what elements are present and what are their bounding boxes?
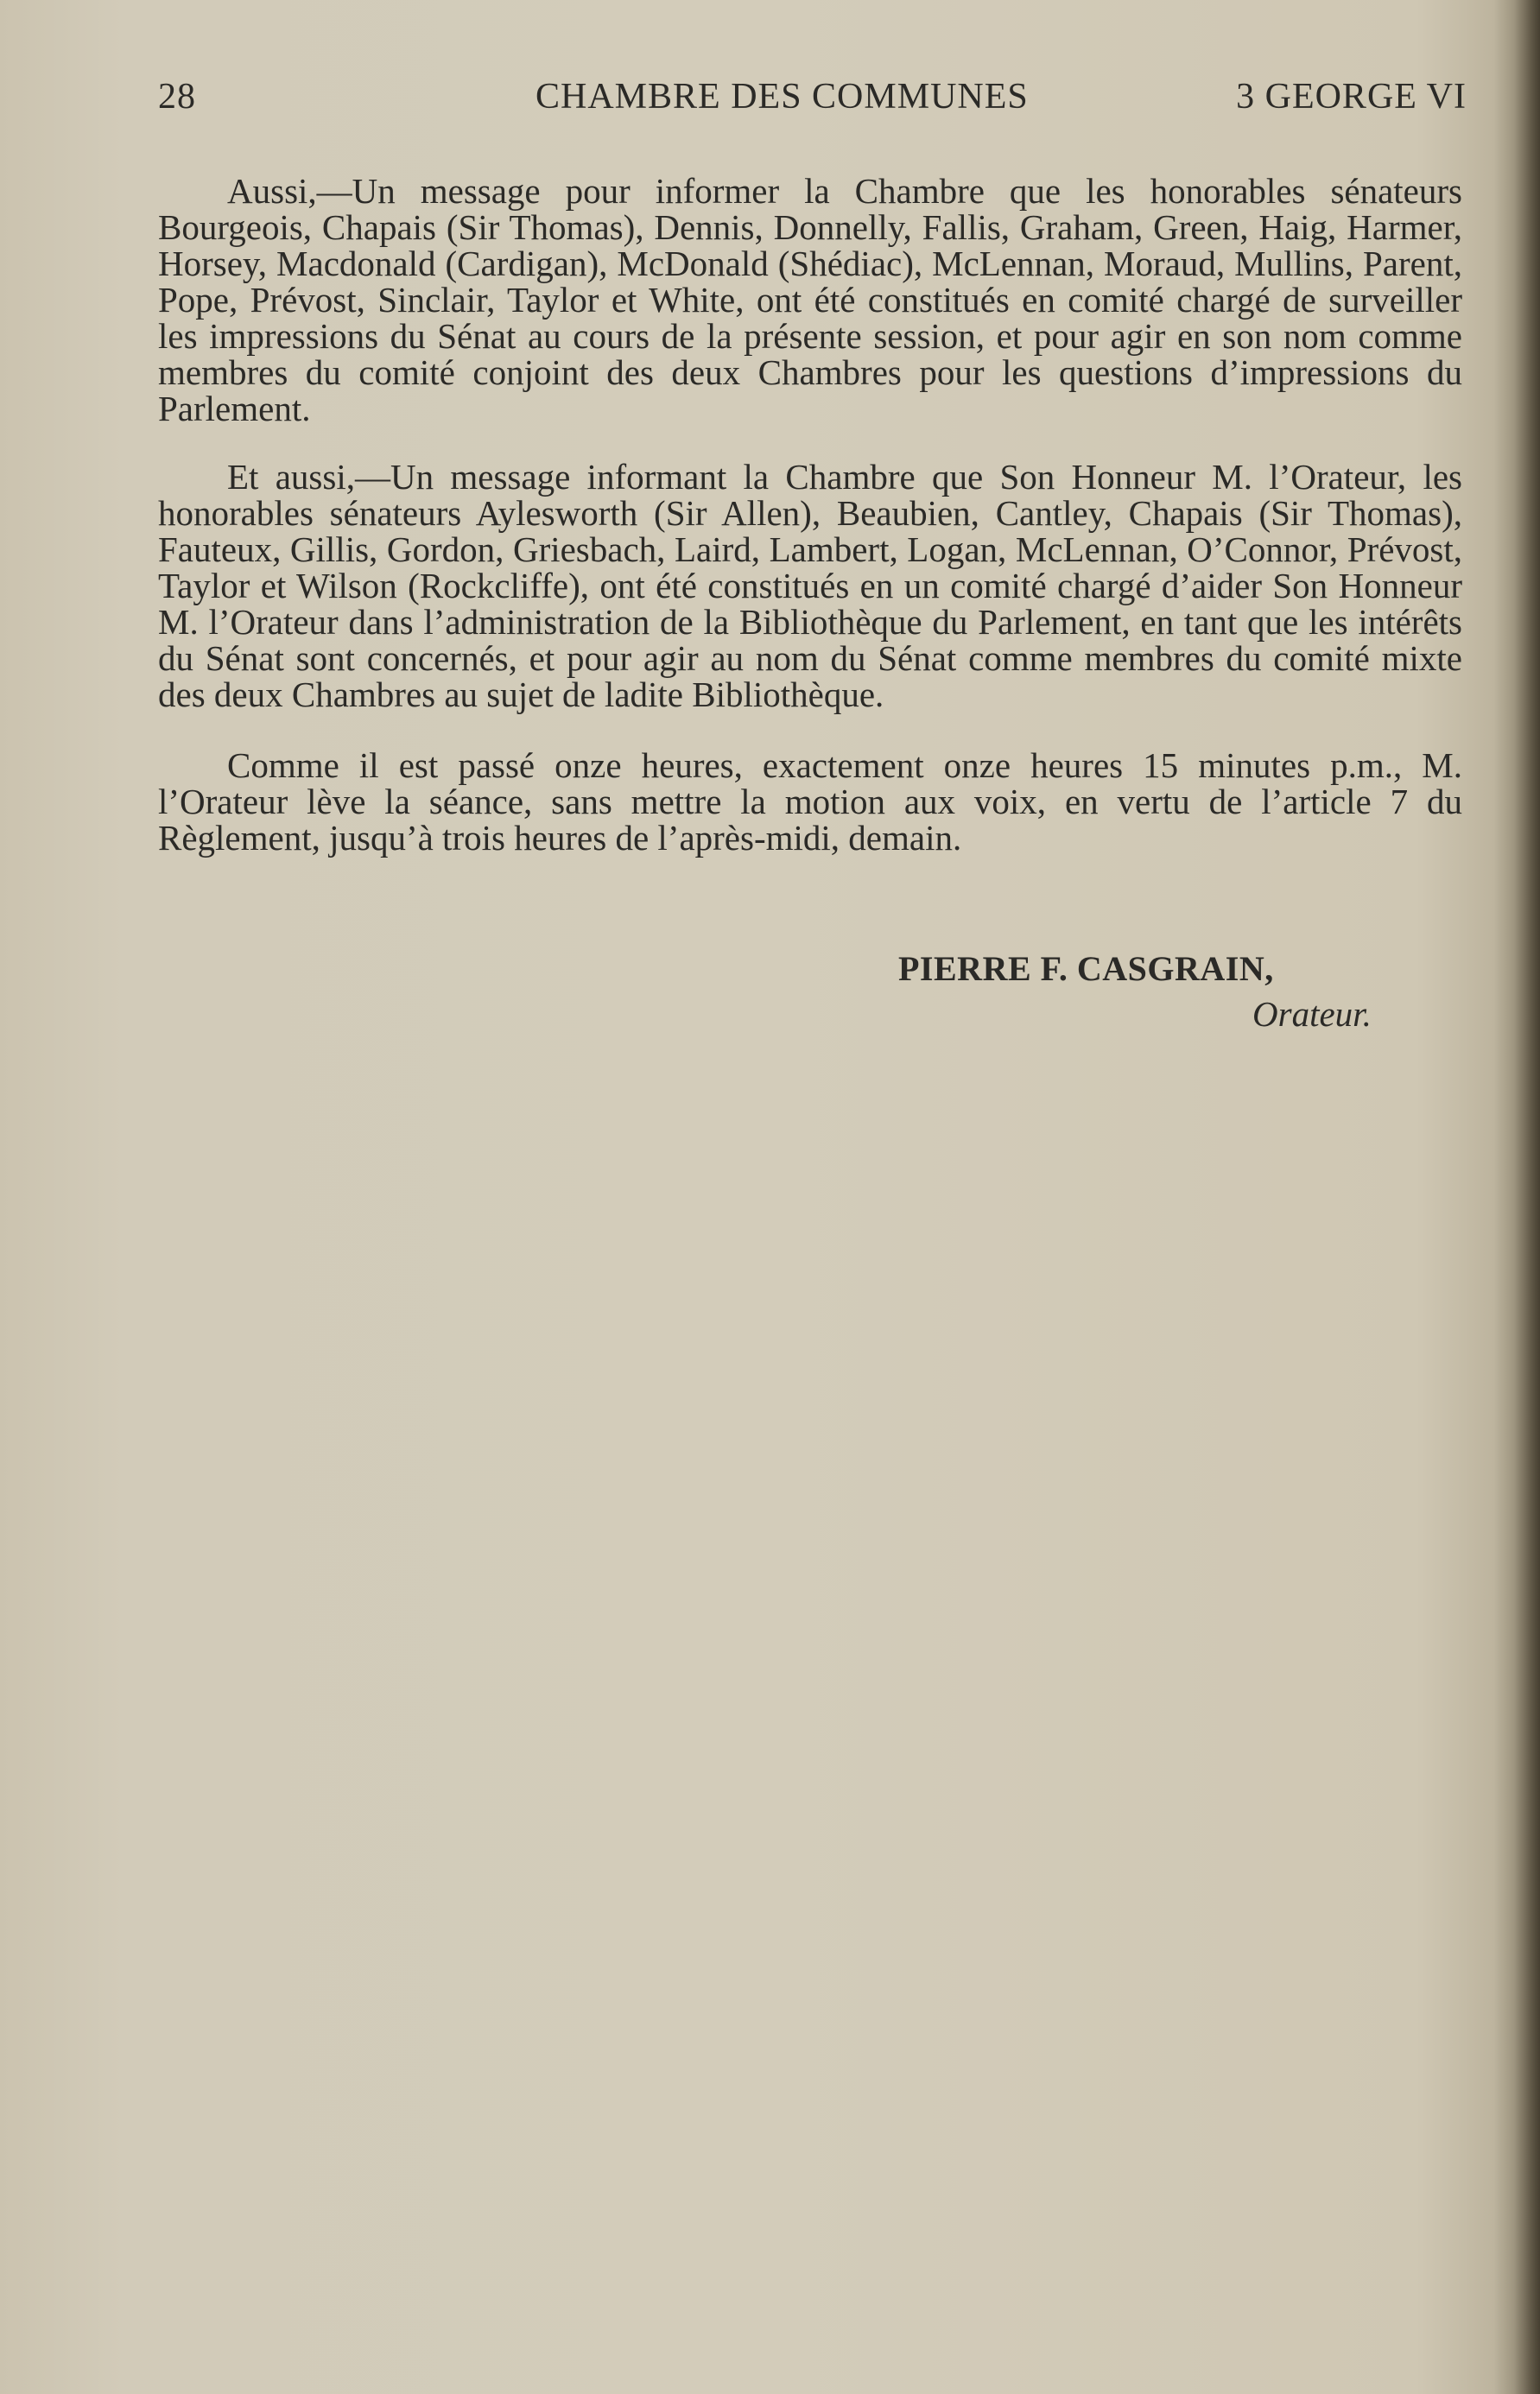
signature-name: PIERRE F. CASGRAIN, <box>898 949 1274 988</box>
paragraph-printing-committee: Aussi,—Un message pour informer la Chambre que les honorables sénateurs Bourgeois, Chapais (Sir Thomas), Dennis, Donnelly, Fallis, Graham, Green, Haig, Harmer, Horsey, Macdonald (Cardigan), McDonald (Shédiac), McLennan, Moraud, Mullins, Parent, Pope, Prévost, Sinclair, Taylor et White, ont été constitués en comité chargé de surveiller les impressions du Sénat au cours de la présente session, et pour agir en son nom comme membres du comité conjoint des deux Chambres pour les questions d’impressions du Parlement. <box>158 171 1462 428</box>
journal-title: CHAMBRE DES COMMUNES <box>536 77 1029 117</box>
signature-role: Orateur. <box>1252 994 1372 1034</box>
page-number: 28 <box>158 77 196 117</box>
session-label: 3 GEORGE VI <box>1236 77 1467 117</box>
running-header <box>158 76 1467 123</box>
body-text <box>158 173 1462 856</box>
page-edge-shadow <box>1514 0 1540 2394</box>
paragraph-library-committee: Et aussi,—Un message informant la Chambre que Son Honneur M. l’Orateur, les honorables sénateurs Aylesworth (Sir Allen), Beaubien, Cantley, Chapais (Sir Thomas), Fauteux, Gillis, Gordon, Griesbach, Laird, Lambert, Logan, McLennan, O’Connor, Prévost, Taylor et Wilson (Rockcliffe), ont été constitués en un comité chargé d’aider Son Honneur M. l’Orateur dans l’administration de la Bibliothèque du Parlement, en tant que les intérêts du Sénat sont concernés, et pour agir au nom du Sénat comme membres du comité mixte des deux Chambres au sujet de ladite Bibliothèque. <box>158 457 1462 714</box>
paragraph-adjournment: Comme il est passé onze heures, exactement onze heures 15 minutes p.m., M. l’Orateur lève la séance, sans mettre la motion aux voix, en vertu de l’article 7 du Règlement, jusqu’à trois heures de l’après-midi, demain. <box>158 745 1462 858</box>
